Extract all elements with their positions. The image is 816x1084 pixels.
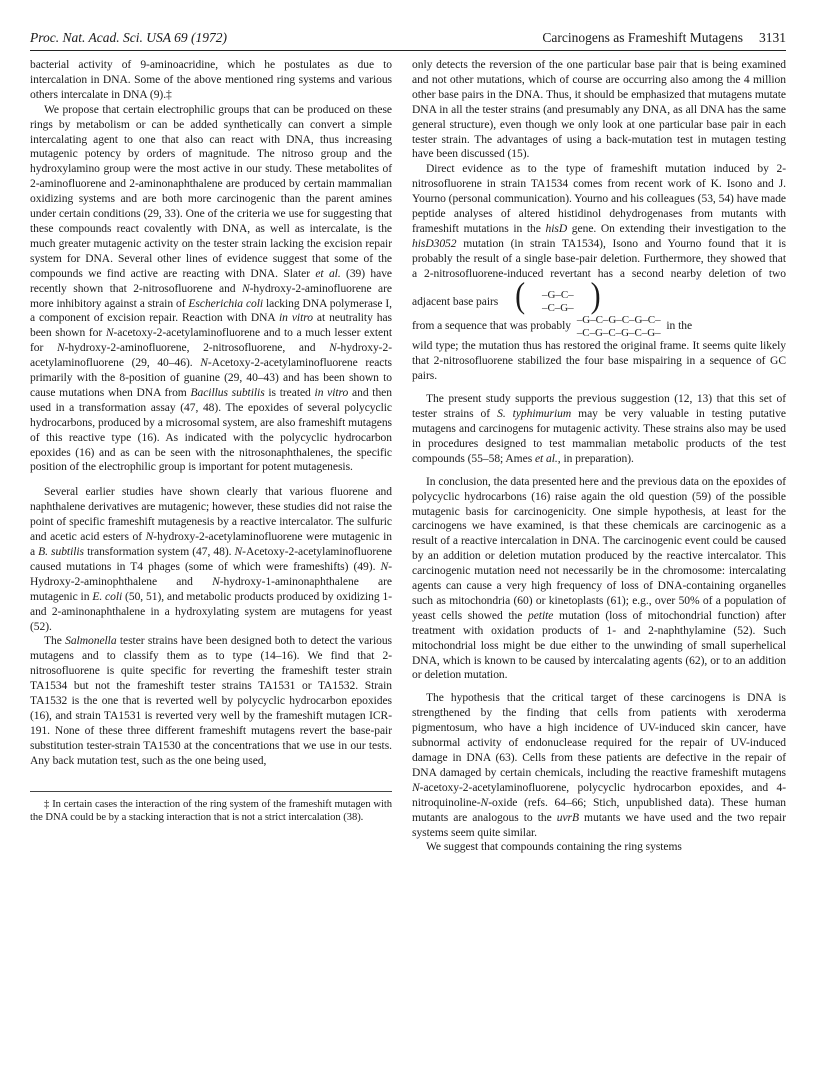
header-right: [542, 30, 786, 46]
footnote-divider: [30, 791, 392, 792]
paragraph: In conclusion, the data presented here and the previous data on the epoxides of polycyclic hydrocarbons (16) raise again the old question (59) of the possible mutagenic basis for carcinogenicity. One simple hypothesis, at least for the carcinogens we have examined, is that these chemicals are carcinogenic as a result of a reactive intercalation in DNA. The carcinogenic event could be caused by an addition or deletion mutation produced by the reactive intercalator. This carcinogenic mutation need not necessarily be in the chromosome: intercalating agents can cause a very high frequency of loss of DNA-containing organelles such as mitochondria (60) or kinetoplasts (61); e.g., over 50% of a population of yeast cells showed the petite mutation (loss of mitochondrial function) after treatment with oxidation products of 1- and 2-naphthylamine (52). Such mitochondrial loss might be due either to the unwinding of small superhelical DNA, which is known to be caused by intercalating agents (62), or to an addition or deletion mutation.: [412, 475, 787, 682]
paragraph: The hypothesis that the critical target of these carcinogens is DNA is strengthened by the finding that cells from patients with xeroderma pigmentosum, who have a high incidence of UV-induced skin cancer, have subnormal activity of endonuclease required for the repair of UV-induced damage in DNA (63). Cells from these patients are defective in the repair of DNA damaged by certain chemicals, including the reactive frameshift mutagens N-acetoxy-2-acetylaminofluorene, polycyclic hydrocarbon epoxides, and 4-nitroquinoline-N-oxide (refs. 64–66; Stich, unpublished data). These human mutants are analogous to the uvrB mutants we have used and the two repair systems seem quite similar.: [412, 692, 786, 839]
paragraph: only detects the reversion of the one particular base pair that is being examined and not other mutations, which of course are occurring also among the 4 million other base pairs in the DNA. Thus, it should be emphasized that mutagens mutate DNA in all the tester strains (and presumably any DNA, as all DNA has the same general structure), even though we only look at one particular base pair in each tester strain. The advantages of using a back-mutation test in mutagen testing have been discussed (15).: [412, 59, 786, 161]
paragraph: The Salmonella tester strains have been designed both to detect the various mutagens and to classify them as to type (14–16). We find that 2-nitrosofluorene is quite specific for reverting the frameshift tester strain TA1534 but not the frameshift tester strains TA1531 or TA1532. Strain TA1532 is the one that is reverted well by polycyclic hydrocarbon epoxides (16), and strain TA1531 is reverted very well by the frameshift mutagen ICR-191. None of these three different frameshift mutagens revert the base-pair substitution tester-strain TA1530 at the concentrations that we use in our tests. Any back mutation test, such as the one being used,: [30, 635, 392, 767]
running-header: [30, 30, 786, 51]
footnote: ‡ In certain cases the interaction of the ring system of the frameshift mutagen with the DNA could be by a stacking interaction that is not a strict intercalation (38).: [30, 798, 392, 824]
base-pair-sequence: –G–C– –C–G–: [542, 289, 574, 314]
paragraph: from a sequence that was probably –G–C–G–C–G–C– –C–G–C–G–C–G– in the: [412, 314, 693, 339]
left-column: [30, 58, 392, 825]
running-title: Carcinogens as Frameshift Mutagens: [542, 30, 743, 45]
page-number: 3131: [759, 30, 786, 45]
paragraph: We propose that certain electrophilic groups that can be produced on these rings by metabolism or can be added synthetically can convert a simple intercalating agent to one that also can react with DNA, thus increasing mutagenic potency by orders of magnitude. The nitroso group and the hydroxylamino group were the most active in our study. These metabolites of 2-aminofluorene and 2-aminonaphthalene are produced by certain mammalian oxidizing systems and are both more carcinogenic than the parent amines under certain conditions (29, 33). One of the criteria we use for suggesting that these compounds react covalently with DNA, as well as intercalate, is the much greater mutagenic activity on the tester strain lacking the excision repair system for DNA. Several other lines of evidence suggest that some of the compounds we find active are reacting with DNA. Slater et al. (39) have recently shown that 2-nitrosofluorene and N-hydroxy-2-aminofluorene are more inhibitory against a strain of Escherichia coli lacking DNA polymerase I, a component of excision repair. Reaction with DNA in vitro at neutrality has been shown for N-acetoxy-2-acetylaminofluorene and to a much lesser extent for N-hydroxy-2-aminofluorene, 2-nitrosofluorene, and N-hydroxy-2-acetylaminofluorene (29, 40–46). N-Acetoxy-2-acetylaminofluorene reacts primarily with the 8-position of guanine (29, 40–43) and has been shown to cause mutations when DNA from Bacillus subtilis is treated in vitro and then used in a transformation assay (47, 48). The epoxides of several polycyclic hydrocarbons, produced by a microsomal system, are also frameshift mutagens of this reactive type (16). As indicated with the polycyclic hydrocarbon epoxides (16) and as can be seen with the nitrosonaphthalenes, the specific position of the electrophilic group is important for potent mutagenesis.: [30, 103, 393, 474]
paragraph: bacterial activity of 9-aminoacridine, which he postulates as due to intercalation in DNA. Some of the above mentioned ring systems and various others intercalate in DNA (9).‡: [30, 59, 392, 101]
right-column: [412, 58, 786, 855]
wild-type-sequence: –G–C–G–C–G–C– –C–G–C–G–C–G–: [576, 314, 661, 339]
paragraph: We suggest that compounds containing the ring systems: [426, 841, 682, 854]
paragraph: The present study supports the previous suggestion (12, 13) that this set of tester strains of S. typhimurium may be very valuable in testing putative mutagens and carcinogens for mutagenic activity. These strains also may be used in procedures designed to test mammalian metabolic products of the test compounds (55–58; Ames et al., in preparation).: [412, 393, 786, 465]
paragraph: Several earlier studies have shown clearly that various fluorene and naphthalene derivatives are mutagenic; however, these studies did not raise the point of specific frameshift mutagenesis by a reactive intercalator. The sulfuric and acetic acid esters of N-hydroxy-2-acetylaminofluorene were mutagenic in a B. subtilis transformation system (47, 48). N-Acetoxy-2-acetylaminofluorene caused mutations in T4 phages (some of which were frameshifts) (49). N-Hydroxy-2-aminophthalene and N-hydroxy-1-aminonaphthalene are mutagenic in E. coli (50, 51), and metabolic products produced by oxidizing 1- and 2-aminonaphthalene in a hydroxylating system are mutagens for yeast (52).: [30, 486, 393, 633]
journal-citation: Proc. Nat. Acad. Sci. USA 69 (1972): [30, 30, 227, 45]
paragraph: wild type; the mutation thus has restored the original frame. It seems quite likely that 2-nitrosofluorene stabilized the four base mispairing in a sequence of GC pairs.: [412, 340, 786, 383]
paragraph: Direct evidence as to the type of frameshift mutation induced by 2-nitrosofluorene in strain TA1534 comes from recent work of K. Isono and J. Yourno (personal communication). Yourno and his colleagues (53, 54) have made peptide analyses of altered histidinol dehydrogenases from mutants with frameshift mutations in the hisD gene. On extending their investigation to the hisD3052 mutation (in strain TA1534), Isono and Yourno found that it is probably the result of a single base-pair deletion. Furthermore, they showed that a 2-nitrosofluorene-induced revertant has a second nearby deletion of two adjacent base pairs ( –G–C– –C–G– ): [412, 163, 787, 315]
